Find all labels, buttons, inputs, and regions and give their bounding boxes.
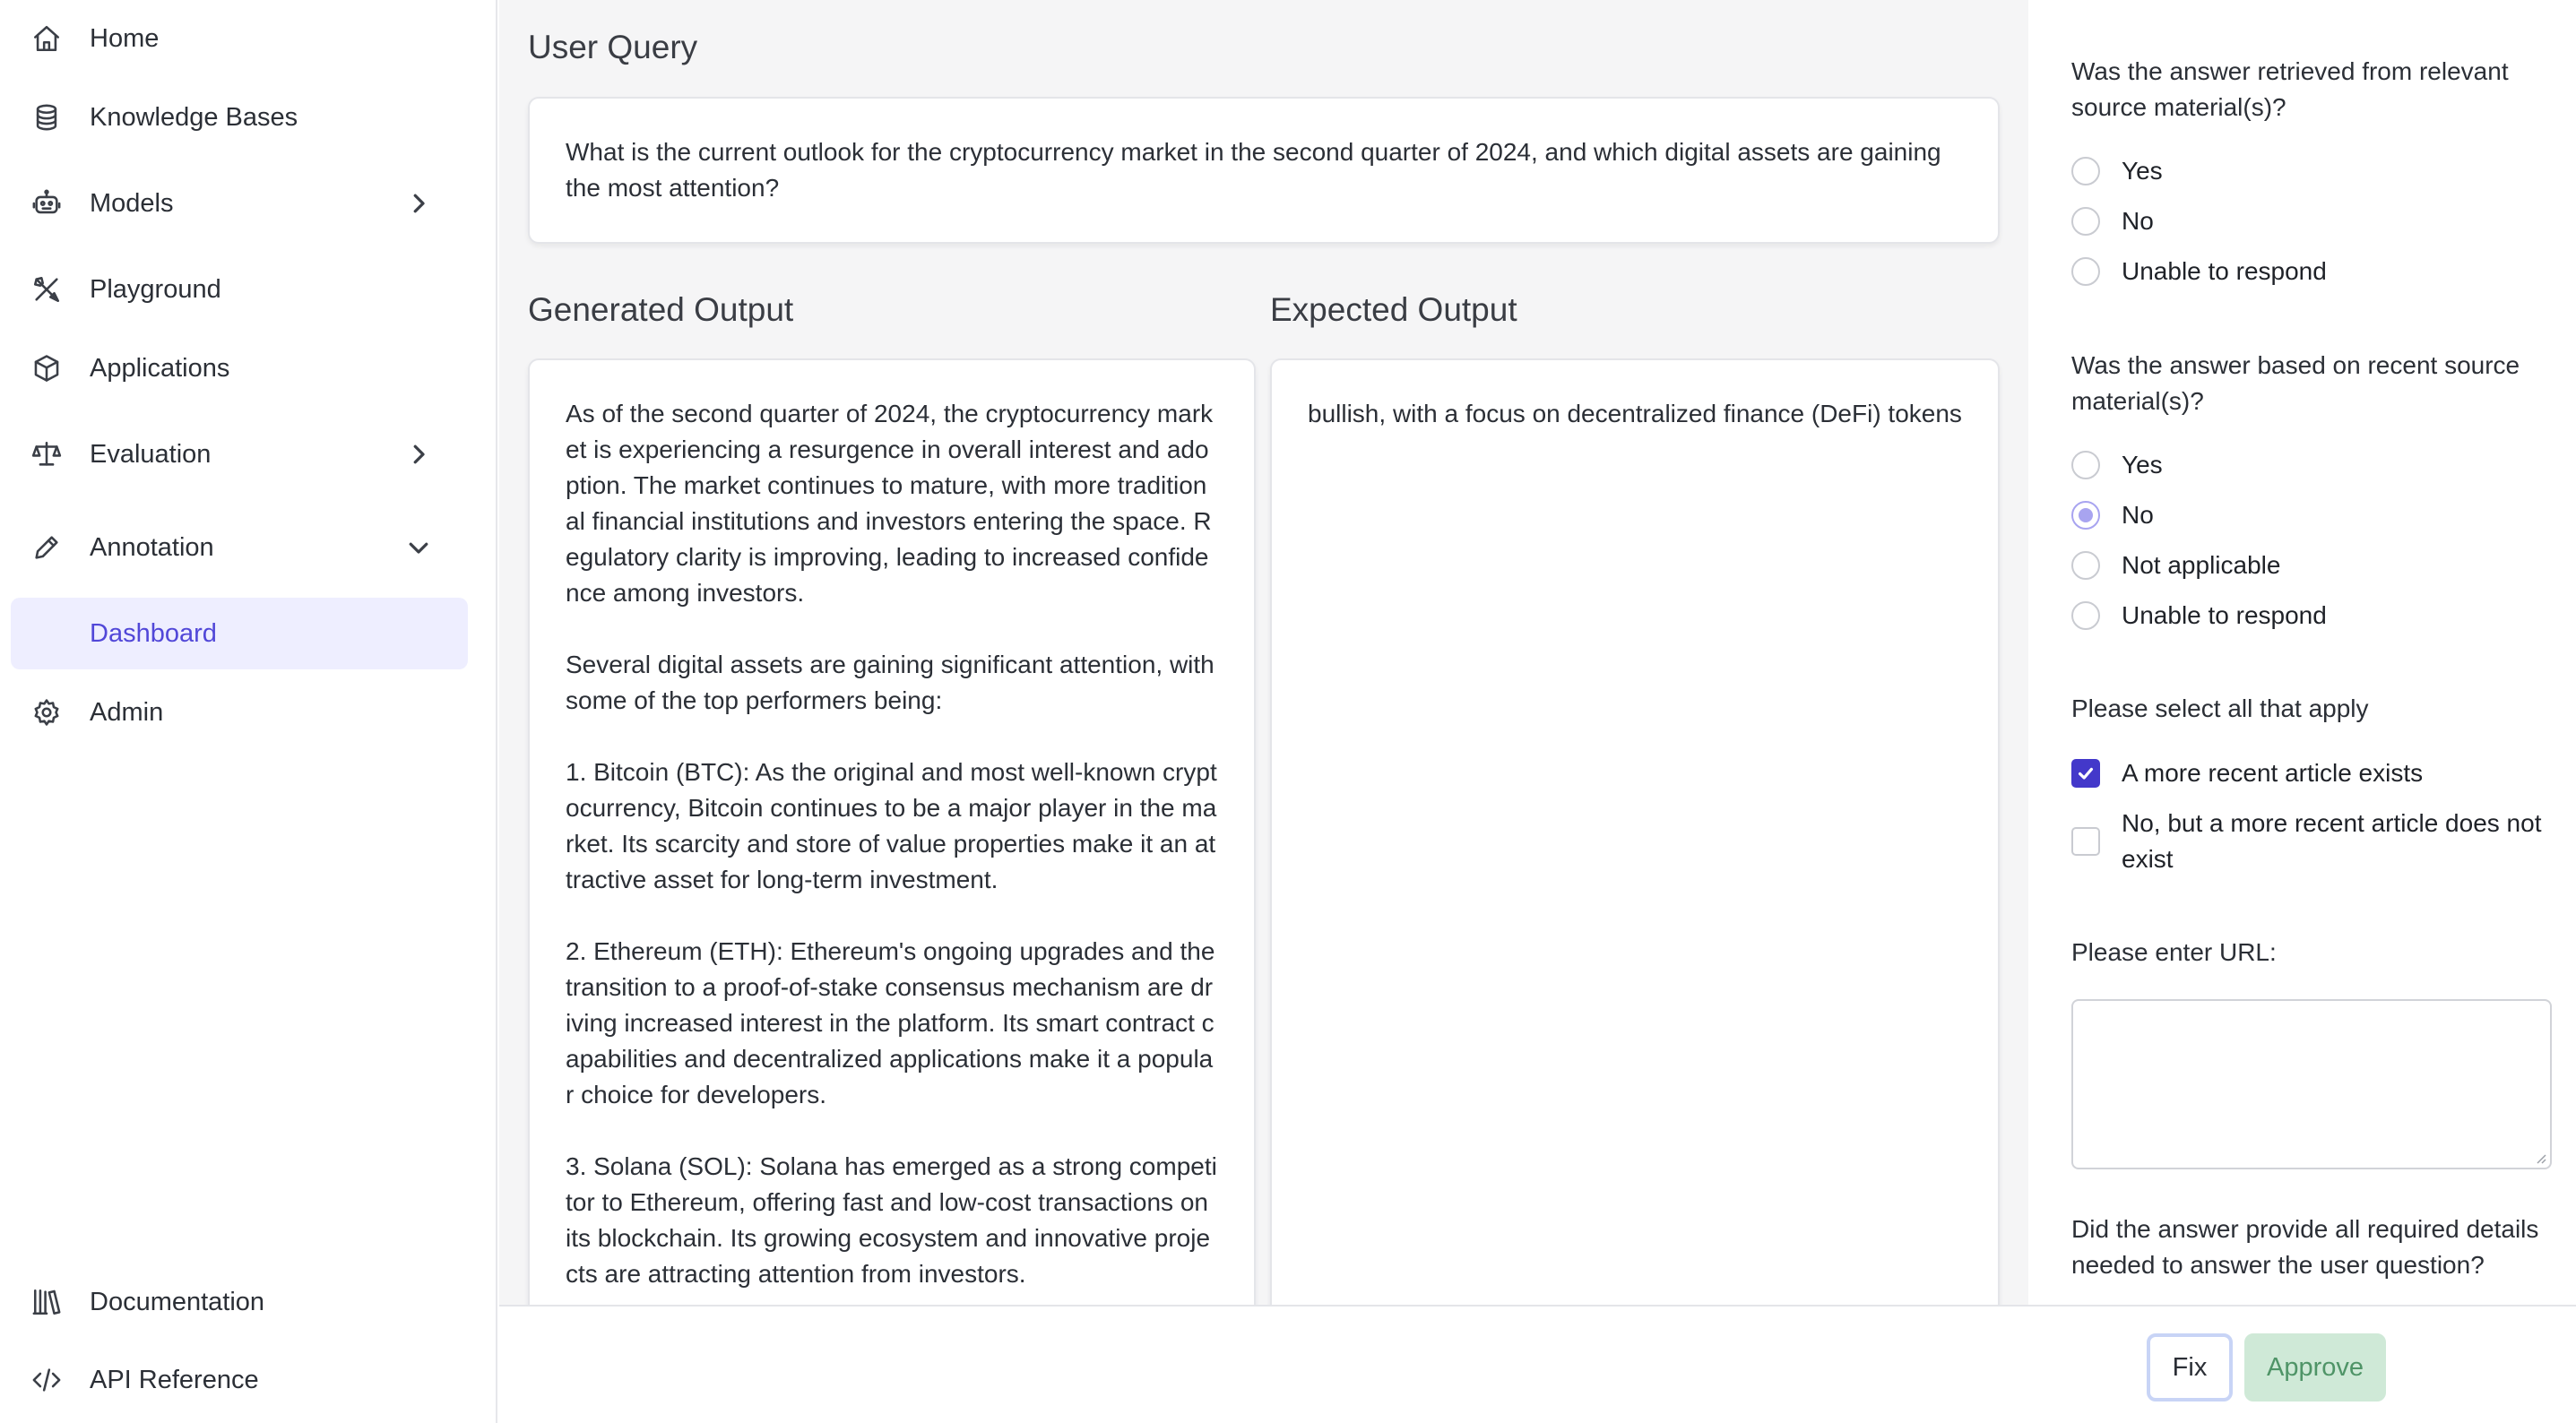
generated-output-title: Generated Output: [528, 291, 794, 328]
url-label: Please enter URL:: [2071, 938, 2277, 966]
tools-icon: [30, 273, 63, 306]
chevron-right-icon[interactable]: [405, 441, 432, 468]
sidebar-item-models[interactable]: [11, 168, 468, 239]
sidebar-item-dashboard[interactable]: [11, 598, 468, 669]
generated-paragraph: Several digital assets are gaining significant attention, with some of the top performers being:: [566, 651, 1215, 714]
option-label: Yes: [2122, 157, 2163, 185]
pencil-icon: [30, 531, 63, 564]
expected-output-text: bullish, with a focus on decentralized finance (DeFi) tokens: [1308, 400, 1962, 427]
sidebar-item-label: Home: [90, 23, 160, 53]
question-required-details: Did the answer provide all required details needed to answer the user question?: [2071, 1215, 2539, 1279]
q2-option-not-applicable[interactable]: [2071, 548, 2280, 583]
q2-option-yes[interactable]: [2071, 447, 2163, 483]
sidebar-item-label: Evaluation: [90, 439, 212, 469]
resize-grip-icon[interactable]: [2534, 1151, 2546, 1164]
expected-output-title: Expected Output: [1270, 291, 1517, 328]
sidebar-item-home[interactable]: [11, 3, 468, 74]
question-recent-source: Was the answer based on recent source material(s)?: [2071, 351, 2520, 415]
robot-icon: [30, 187, 63, 220]
sidebar-item-label: API Reference: [90, 1365, 259, 1394]
action-bar: [499, 1305, 2576, 1423]
annotation-panel: [2028, 0, 2576, 1305]
gear-icon: [30, 696, 63, 729]
sidebar-item-annotation[interactable]: [11, 512, 468, 583]
sidebar-item-label: Annotation: [90, 532, 214, 562]
option-label: Unable to respond: [2122, 601, 2327, 629]
user-query-title: User Query: [528, 29, 698, 65]
generated-paragraph: 1. Bitcoin (BTC): As the original and most well-known cryptocurrency, Bitcoin continues to be a major player in the market. Its scarcity and store of value properties make it an attractive asset for long-term investment.: [566, 758, 1217, 893]
sidebar-item-label: Documentation: [90, 1287, 265, 1316]
main-content: [499, 0, 2028, 1305]
sidebar-item-applications[interactable]: [11, 332, 468, 404]
sidebar-item-label: Dashboard: [90, 618, 217, 648]
q1-option-yes[interactable]: [2071, 153, 2163, 189]
radio-button[interactable]: [2071, 551, 2100, 580]
books-icon: [30, 1286, 63, 1318]
option-label: No: [2122, 207, 2154, 235]
sidebar-item-label: Playground: [90, 274, 221, 304]
sidebar-item-label: Models: [90, 188, 174, 218]
q3-option-recent-not-exists[interactable]: [2071, 806, 2552, 877]
expected-output-card: [1270, 358, 2000, 1305]
home-icon: [30, 22, 63, 55]
sidebar-item-knowledge-bases[interactable]: [11, 82, 468, 153]
option-label: No: [2122, 501, 2154, 529]
sidebar: [0, 0, 497, 1423]
q1-option-no[interactable]: [2071, 203, 2154, 239]
fix-button[interactable]: Fix: [2147, 1333, 2233, 1401]
radio-button[interactable]: [2071, 257, 2100, 286]
generated-output-card: [528, 358, 1256, 1305]
checkbox-checked[interactable]: [2071, 759, 2100, 788]
sidebar-item-label: Admin: [90, 697, 164, 727]
generated-paragraph: 3. Solana (SOL): Solana has emerged as a strong competitor to Ethereum, offering fast and low-cost transactions on its blockchain. Its growing ecosystem and innovative projects are attracting attention from investors.: [566, 1152, 1217, 1288]
option-label: Not applicable: [2122, 551, 2281, 579]
sidebar-item-playground[interactable]: [11, 254, 468, 325]
sidebar-item-api-reference[interactable]: [11, 1344, 468, 1416]
q2-option-unable[interactable]: [2071, 598, 2327, 634]
radio-button[interactable]: [2071, 157, 2100, 185]
generated-paragraph: 2. Ethereum (ETH): Ethereum's ongoing upgrades and the transition to a proof-of-stake consensus mechanism are driving increased interest in the platform. Its smart contract capabilities and decentralized applications make it a popular choice for developers.: [566, 937, 1215, 1108]
check-icon: [2076, 763, 2096, 783]
generated-paragraph: As of the second quarter of 2024, the cryptocurrency market is experiencing a resurgence in overall interest and adoption. The market continues to mature, with more traditional financial institutions and investors entering the space. Regulatory clarity is improving, leading to increased confidence among investors.: [566, 400, 1214, 607]
question-relevant-source: Was the answer retrieved from relevant source material(s)?: [2071, 57, 2509, 121]
url-input[interactable]: [2071, 999, 2552, 1169]
approve-button[interactable]: Approve: [2244, 1333, 2386, 1401]
sidebar-item-admin[interactable]: [11, 677, 468, 748]
code-icon: [30, 1364, 63, 1396]
database-icon: [30, 101, 63, 134]
cube-icon: [30, 352, 63, 384]
question-select-all: Please select all that apply: [2071, 694, 2369, 722]
scale-icon: [30, 438, 63, 470]
user-query-text: What is the current outlook for the cryptocurrency market in the second quarter of 2024, and which digital assets are gaining the most attention?: [566, 138, 1941, 202]
option-label: No, but a more recent article does not exist: [2122, 809, 2542, 873]
q1-option-unable[interactable]: [2071, 254, 2327, 289]
radio-button[interactable]: [2071, 207, 2100, 236]
radio-button[interactable]: [2071, 451, 2100, 479]
sidebar-item-evaluation[interactable]: [11, 418, 468, 490]
radio-button-selected[interactable]: [2071, 501, 2100, 530]
chevron-right-icon[interactable]: [405, 190, 432, 217]
option-label: Yes: [2122, 451, 2163, 479]
checkbox[interactable]: [2071, 827, 2100, 856]
option-label: Unable to respond: [2122, 257, 2327, 285]
sidebar-item-label: Knowledge Bases: [90, 102, 298, 132]
sidebar-item-label: Applications: [90, 353, 230, 383]
chevron-down-icon[interactable]: [405, 534, 432, 561]
option-label: A more recent article exists: [2122, 759, 2424, 787]
user-query-card: [528, 97, 2000, 244]
q3-option-recent-exists[interactable]: [2071, 755, 2423, 791]
q2-option-no[interactable]: [2071, 497, 2154, 533]
sidebar-item-documentation[interactable]: [11, 1266, 468, 1338]
radio-button[interactable]: [2071, 601, 2100, 630]
